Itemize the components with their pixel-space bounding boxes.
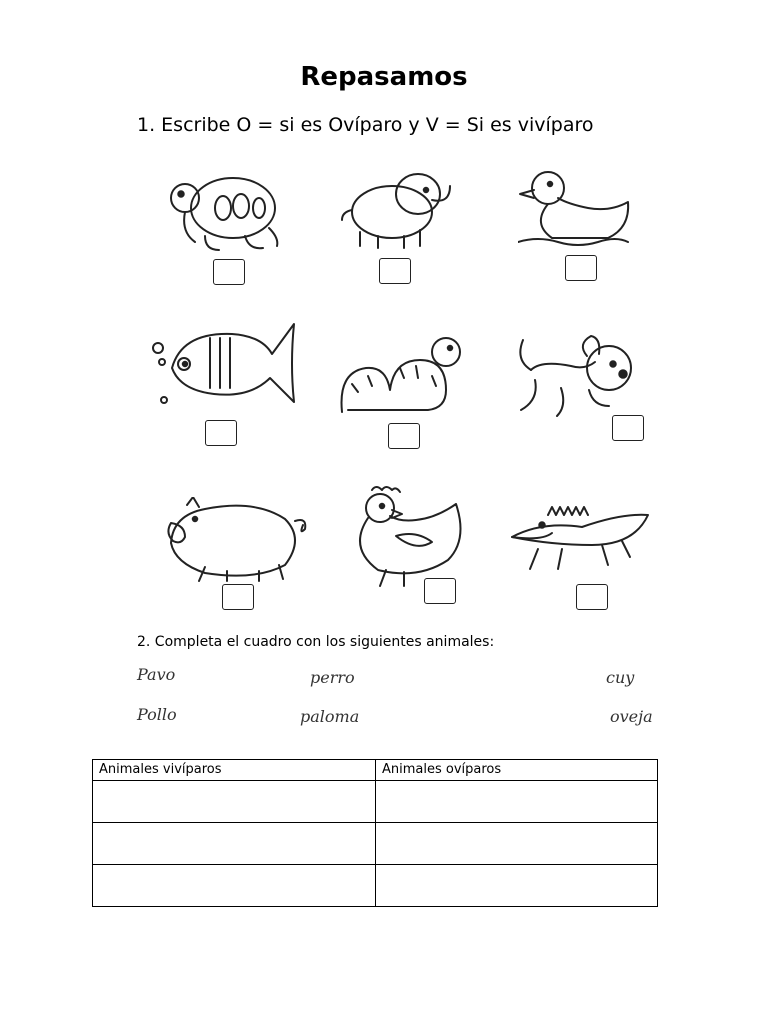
table-cell[interactable]	[376, 781, 658, 823]
table-cell[interactable]	[93, 823, 376, 865]
answer-box-hen[interactable]	[424, 578, 456, 604]
word-cuy: cuy	[606, 668, 635, 687]
classification-table	[92, 759, 658, 907]
word-pollo: Pollo	[137, 705, 177, 724]
pig-icon	[165, 497, 313, 583]
question-1: 1. Escribe O = si es Ovíparo y V = Si es vivíparo	[137, 114, 594, 136]
word-perro: perro	[310, 668, 355, 687]
answer-box-puppy[interactable]	[612, 415, 644, 441]
fish-icon	[150, 318, 296, 410]
crocodile-icon	[508, 493, 652, 579]
word-pavo: Pavo	[137, 665, 176, 684]
turtle-icon	[165, 168, 281, 256]
snake-icon	[334, 334, 466, 414]
answer-box-fish[interactable]	[205, 420, 237, 446]
answer-box-elephant[interactable]	[379, 258, 411, 284]
question-2: 2. Completa el cuadro con los siguientes animales:	[137, 634, 495, 650]
puppy-icon	[517, 334, 637, 420]
hen-icon	[346, 484, 464, 588]
answer-box-crocodile[interactable]	[576, 584, 608, 610]
word-paloma: paloma	[300, 707, 360, 726]
answer-box-duck[interactable]	[565, 255, 597, 281]
duck-icon	[518, 166, 632, 246]
answer-box-snake[interactable]	[388, 423, 420, 449]
table-cell[interactable]	[376, 823, 658, 865]
word-oveja: oveja	[610, 707, 653, 726]
answer-box-pig[interactable]	[222, 584, 254, 610]
header-oviparos: Animales ovíparos	[376, 760, 658, 781]
elephant-icon	[340, 166, 460, 250]
table-cell[interactable]	[93, 781, 376, 823]
table-cell[interactable]	[93, 865, 376, 907]
table-cell[interactable]	[376, 865, 658, 907]
header-viviparos: Animales vivíparos	[93, 760, 376, 781]
answer-box-turtle[interactable]	[213, 259, 245, 285]
page-title: Repasamos	[300, 62, 468, 92]
